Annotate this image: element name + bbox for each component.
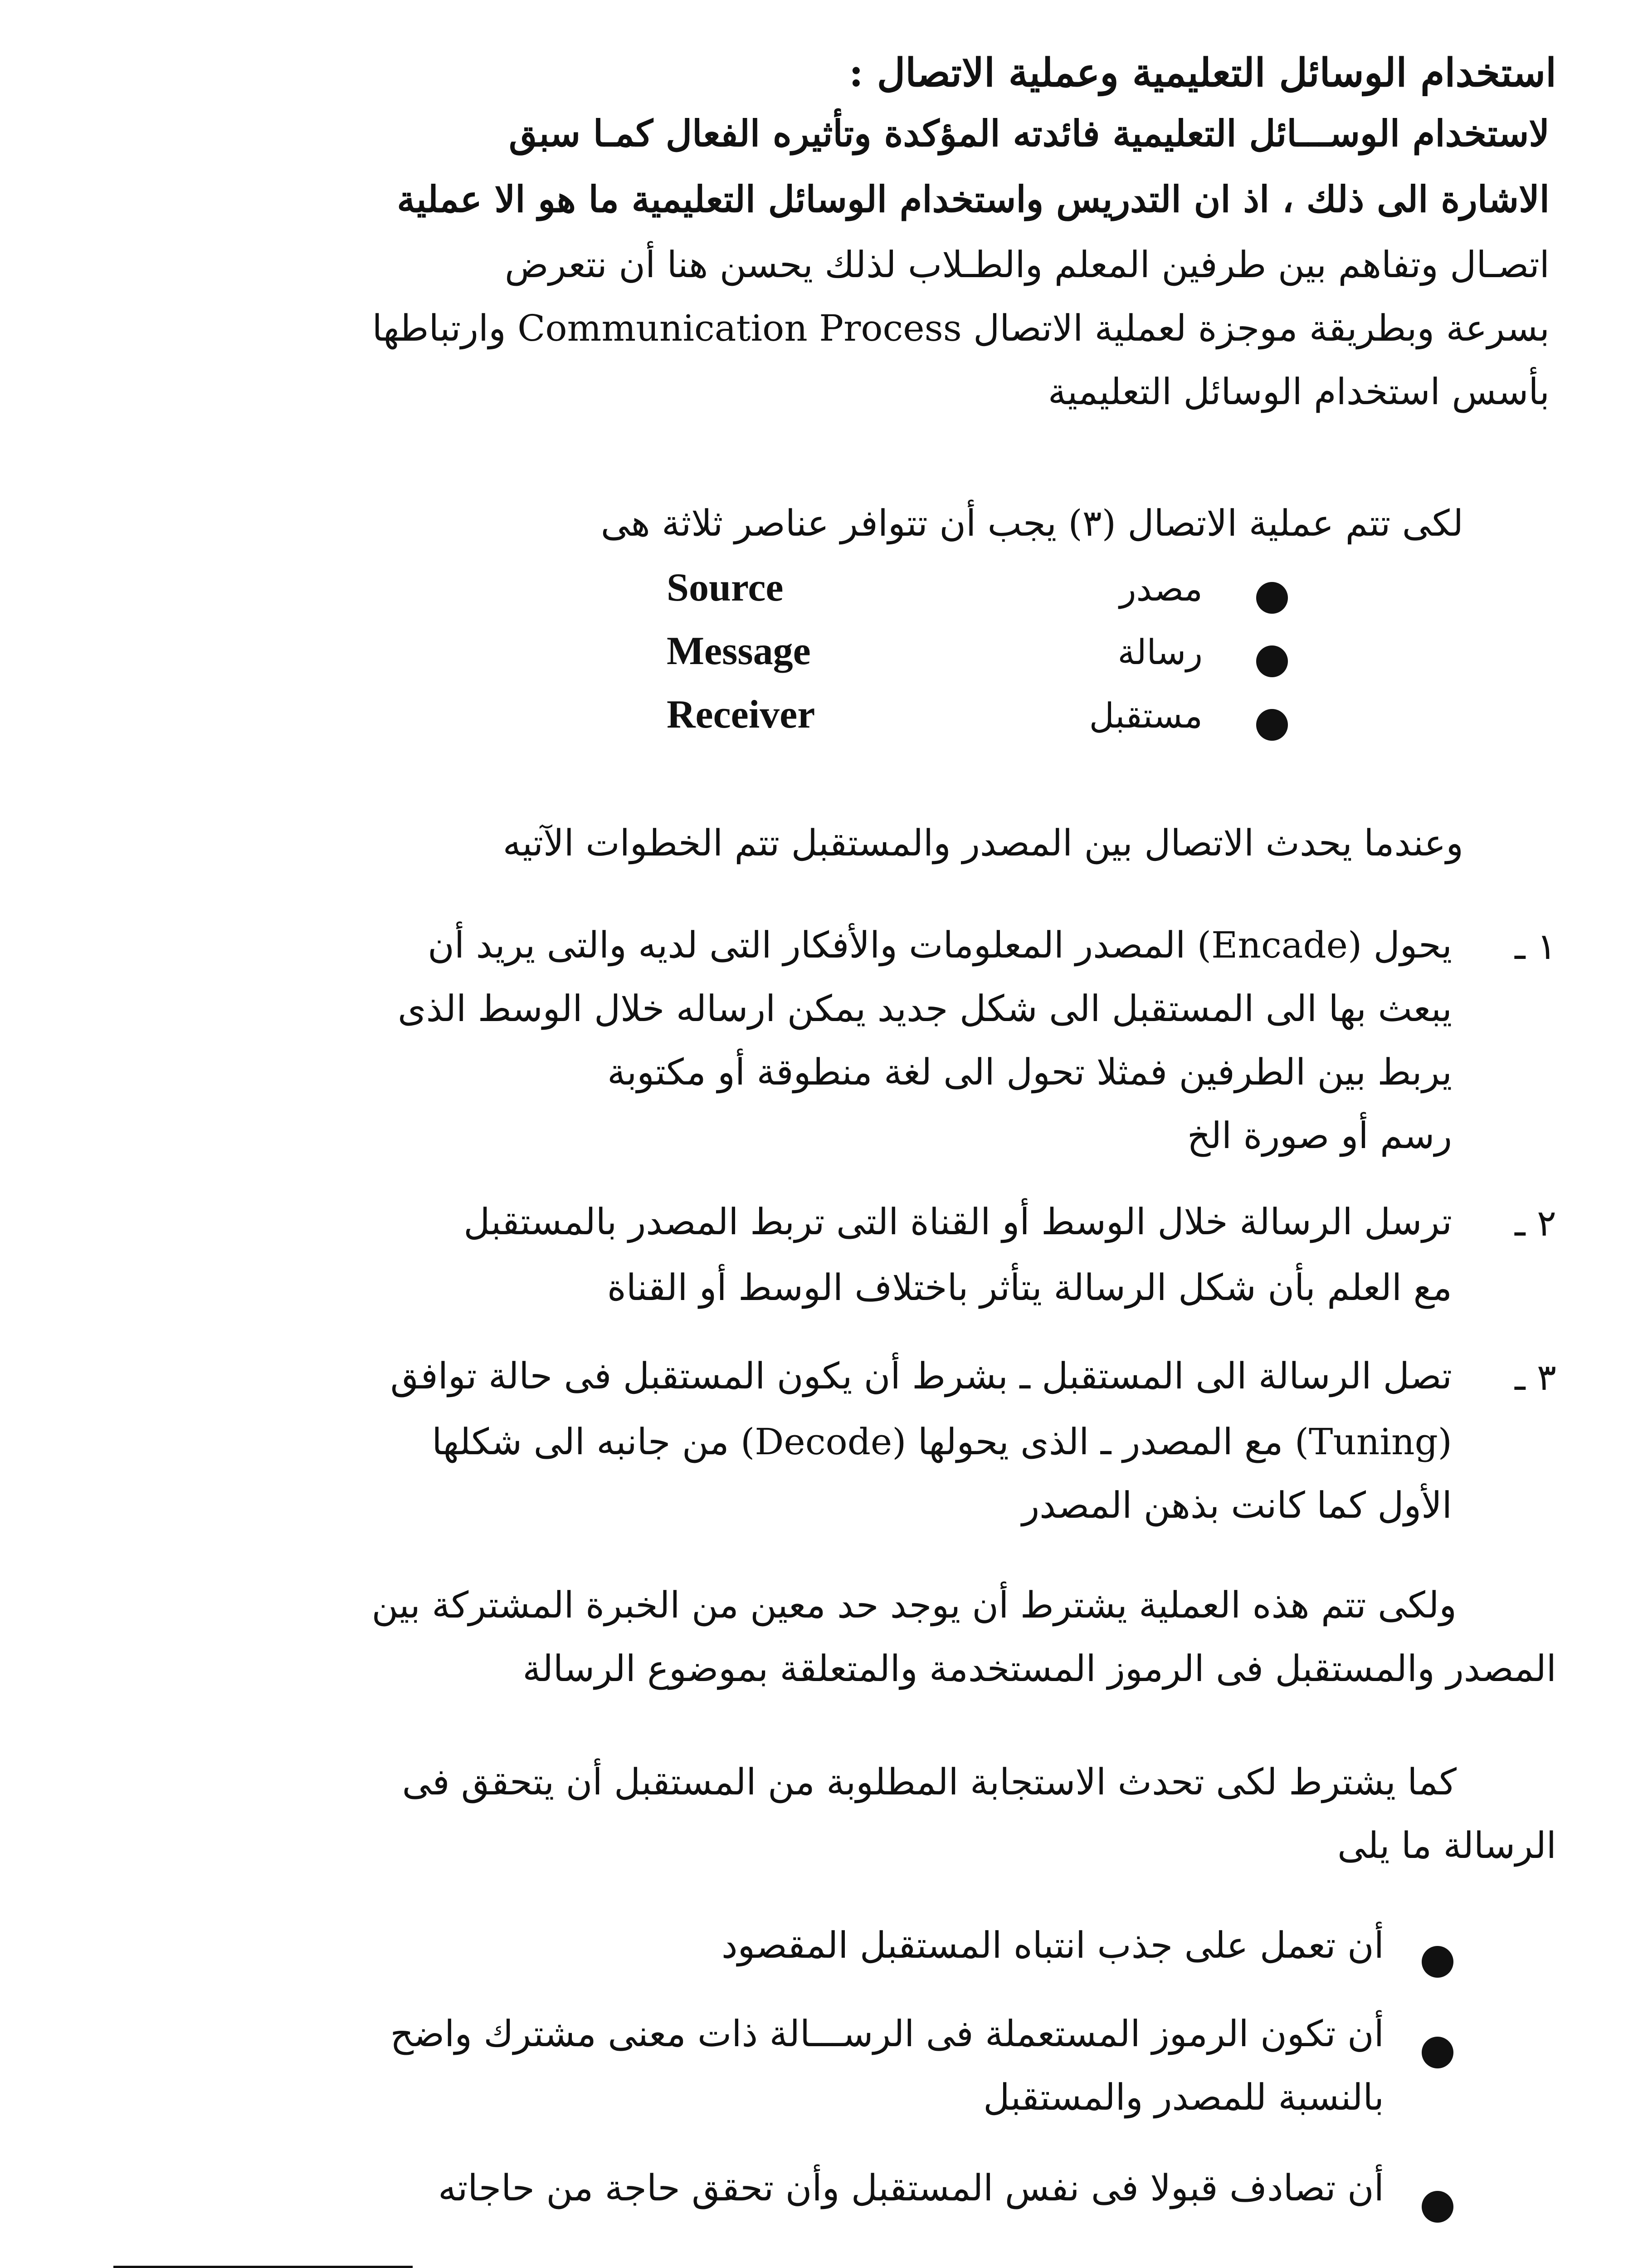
component-arabic: مصدر <box>1119 568 1203 609</box>
intro-line: الاشارة الى ذلك ، اذ ان التدريس واستخدام الوسائل التعليمية ما هو الا عملية <box>397 178 1550 220</box>
intro-line: اتصـال وتفاهم بين طرفين المعلم والطـلاب لذلك يحسن هنا أن نتعرض <box>504 244 1550 286</box>
condition-line: ولكى تتم هذه العملية يشترط أن يوجد حد معين من الخبرة المشتركة بين <box>371 1584 1457 1626</box>
step-number: ١ ـ <box>1515 925 1556 968</box>
intro-line: لاستخدام الوســـائل التعليمية فائدته المؤكدة وتأثيره الفعال كمـا سبق <box>509 112 1550 155</box>
step-line: رسم أو صورة الخ <box>1187 1114 1452 1157</box>
step-line: يبعث بها الى المستقبل الى شكل جديد يمكن ارساله خلال الوسط الذى <box>398 987 1452 1030</box>
component-english: Receiver <box>667 693 815 737</box>
bullet-icon <box>1256 645 1288 677</box>
bullet-icon <box>1422 2191 1453 2223</box>
step-line: تصل الرسالة الى المستقبل ـ بشرط أن يكون المستقبل فى حالة توافق <box>390 1355 1452 1397</box>
component-row <box>0 692 1638 751</box>
requirement-line: بالنسبة للمصدر والمستقبل <box>983 2076 1384 2118</box>
intro-line: بسرعة وبطريقة موجزة لعملية الاتصال Communication Process وارتباطها <box>372 307 1550 349</box>
component-english: Message <box>667 629 811 673</box>
bullet-icon <box>1422 1946 1453 1978</box>
component-arabic: رسالة <box>1117 632 1203 672</box>
response-line: الرسالة ما يلى <box>1337 1824 1556 1867</box>
step-number: ٣ ـ <box>1515 1356 1556 1398</box>
requirement-line: أن تكون الرموز المستعملة فى الرســـالة ذات معنى مشترك واضح <box>390 2013 1384 2055</box>
step-line: يربط بين الطرفين فمثلا تحول الى لغة منطوقة أو مكتوبة <box>607 1051 1452 1093</box>
bullet-icon <box>1256 709 1288 741</box>
requirement-line: أن تصادف قبولا فى نفس المستقبل وأن تحقق حاجة من حاجاته <box>438 2167 1384 2209</box>
step-line: يحول (Encade) المصدر المعلومات والأفكار التى لديه والتى يريد أن <box>428 924 1452 966</box>
bullet-icon <box>1422 2037 1453 2068</box>
step-line: الأول كما كانت بذهن المصدر <box>1022 1484 1452 1526</box>
component-row <box>0 565 1638 624</box>
component-row <box>0 628 1638 687</box>
section-title: استخدام الوسائل التعليمية وعملية الاتصال : <box>849 50 1556 96</box>
bullet-icon <box>1256 582 1288 614</box>
step-number: ٢ ـ <box>1515 1202 1556 1244</box>
intro-line: بأسس استخدام الوسائل التعليمية <box>1048 371 1550 413</box>
step-line: مع العلم بأن شكل الرسالة يتأثر باختلاف الوسط أو القناة <box>607 1266 1452 1309</box>
step-line: (Tuning) مع المصدر ـ الذى يحولها (Decode) من جانبه الى شكلها <box>432 1421 1452 1463</box>
response-line: كما يشترط لكى تحدث الاستجابة المطلوبة من المستقبل أن يتحقق فى <box>402 1761 1457 1803</box>
condition-line: المصدر والمستقبل فى الرموز المستخدمة والمتعلقة بموضوع الرسالة <box>522 1647 1556 1690</box>
footnote-divider <box>113 2266 413 2268</box>
steps-intro: وعندما يحدث الاتصال بين المصدر والمستقبل تتم الخطوات الآتيه <box>502 822 1463 864</box>
step-line: ترسل الرسالة خلال الوسط أو القناة التى تربط المصدر بالمستقبل <box>463 1201 1452 1243</box>
component-arabic: مستقبل <box>1089 695 1203 736</box>
components-intro: لكى تتم عملية الاتصال (٣) يجب أن تتوافر عناصر ثلاثة هى <box>600 502 1463 544</box>
requirement-line: أن تعمل على جذب انتباه المستقبل المقصود <box>721 1924 1384 1966</box>
component-english: Source <box>667 566 784 610</box>
